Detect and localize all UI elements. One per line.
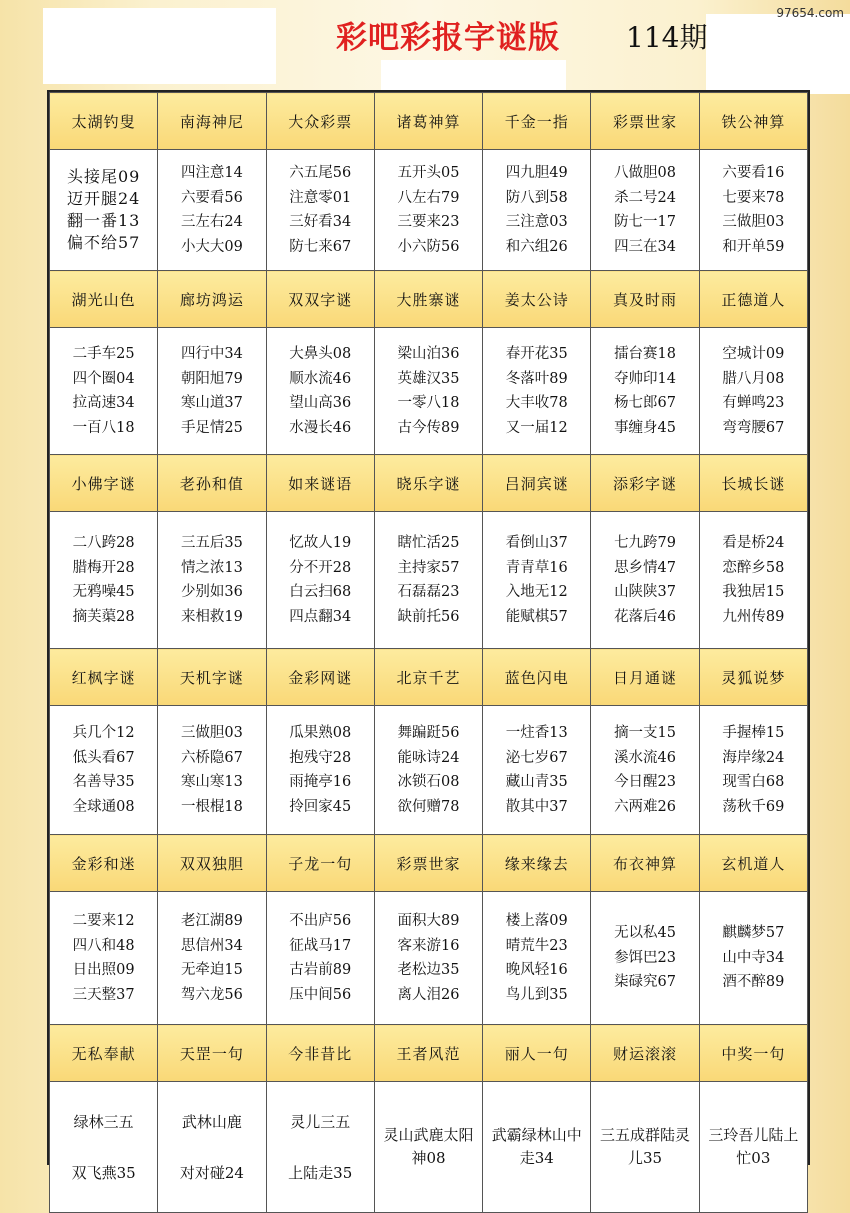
riddle-lines xyxy=(506,909,568,1007)
riddle-line: 空城计09 xyxy=(722,346,785,362)
riddle-lines xyxy=(67,166,140,254)
riddle-line: 冬落叶89 xyxy=(505,370,568,387)
riddle-lines xyxy=(722,161,784,259)
riddle-line: 注意零01 xyxy=(289,189,352,206)
riddle-line: 缺前托56 xyxy=(397,608,460,625)
riddle-lines xyxy=(614,161,676,259)
riddle-lines xyxy=(181,342,243,440)
content-row xyxy=(50,1082,808,1213)
riddle-line: 老江湖89 xyxy=(180,913,243,929)
riddle-line: 防八到58 xyxy=(505,189,568,206)
riddle-line: 四点翻34 xyxy=(289,608,352,625)
column-header: 灵狐说梦 xyxy=(699,649,807,706)
riddle-line: 能咏诗24 xyxy=(397,749,460,766)
riddle-cell xyxy=(483,512,591,649)
column-header: 双双字谜 xyxy=(266,271,374,328)
riddle-cell xyxy=(158,706,266,835)
riddle-line: 楼上落09 xyxy=(505,913,568,929)
riddle-lines xyxy=(158,1111,265,1183)
column-header: 廊坊鸿运 xyxy=(158,271,266,328)
riddle-line: 手足情25 xyxy=(180,419,243,436)
riddle-line: 花落后46 xyxy=(614,608,677,625)
riddle-line: 思乡情47 xyxy=(614,559,677,576)
riddle-line: 手握棒15 xyxy=(722,725,785,741)
riddle-cell xyxy=(483,150,591,271)
riddle-line: 日出照09 xyxy=(72,962,135,978)
content-row xyxy=(50,328,808,455)
column-header: 大众彩票 xyxy=(266,93,374,150)
riddle-line: 绿林三五 xyxy=(73,1113,134,1131)
riddle-line: 有蝉鸣23 xyxy=(722,395,785,411)
riddle-lines xyxy=(289,342,351,440)
riddle-cell xyxy=(374,706,482,835)
riddle-line: 二手车25 xyxy=(72,346,135,362)
riddle-lines xyxy=(181,909,243,1007)
riddle-lines xyxy=(73,531,135,629)
riddle-line: 名善导35 xyxy=(72,774,135,790)
riddle-lines xyxy=(506,531,568,629)
riddle-line: 摘芙蕖28 xyxy=(72,608,135,625)
riddle-cell xyxy=(699,706,807,835)
riddle-line: 五开头05 xyxy=(397,165,460,181)
white-patch-left xyxy=(43,8,276,84)
riddle-line: 征战马17 xyxy=(289,937,352,954)
riddle-line: 山中寺34 xyxy=(722,949,785,966)
column-header: 晓乐字谜 xyxy=(374,455,482,512)
riddle-cell xyxy=(266,150,374,271)
riddle-line: 压中间56 xyxy=(289,986,352,1003)
column-header: 蓝色闪电 xyxy=(483,649,591,706)
riddle-line: 对对碰24 xyxy=(179,1164,244,1182)
riddle-line: 酒不醉89 xyxy=(722,974,785,991)
riddle-lines xyxy=(614,342,676,440)
riddle-line: 翻一番13 xyxy=(66,211,141,230)
riddle-lines xyxy=(398,909,460,1007)
column-header: 吕洞宾谜 xyxy=(483,455,591,512)
column-header: 今非昔比 xyxy=(266,1025,374,1082)
riddle-line: 七九跨79 xyxy=(614,535,677,551)
riddle-cell xyxy=(699,512,807,649)
column-header: 大胜寨谜 xyxy=(374,271,482,328)
riddle-lines xyxy=(181,161,243,259)
riddle-cell xyxy=(483,1082,591,1213)
riddle-lines xyxy=(614,531,676,629)
riddle-line: 三左右24 xyxy=(180,214,243,230)
riddle-line: 小六防56 xyxy=(397,238,460,255)
riddle-line: 事缠身45 xyxy=(614,419,677,436)
riddle-line: 二要来12 xyxy=(72,913,135,929)
riddle-cell xyxy=(50,1082,158,1213)
riddle-cell xyxy=(374,512,482,649)
riddle-line: 兵几个12 xyxy=(72,725,135,741)
riddle-lines xyxy=(73,909,135,1007)
riddle-line: 四八和48 xyxy=(72,937,135,954)
riddle-line: 山陕陕37 xyxy=(614,584,677,600)
header-row xyxy=(50,455,808,512)
column-header: 金彩和迷 xyxy=(50,835,158,892)
riddle-line: 偏不给57 xyxy=(66,233,141,252)
riddle-table-frame xyxy=(47,90,810,1182)
riddle-lines xyxy=(181,531,243,629)
riddle-line: 四三在34 xyxy=(614,238,677,255)
riddle-line: 弯弯腰67 xyxy=(722,419,785,436)
riddle-cell xyxy=(266,328,374,455)
riddle-verse: 三玲吾儿陆上忙03 xyxy=(708,1126,799,1167)
riddle-line: 今日醒23 xyxy=(614,774,677,790)
riddle-lines xyxy=(289,161,351,259)
riddle-line: 无牵迫15 xyxy=(180,962,243,978)
riddle-cell xyxy=(50,512,158,649)
column-header: 老孙和值 xyxy=(158,455,266,512)
riddle-line: 低头看67 xyxy=(72,749,135,766)
riddle-line: 和开单59 xyxy=(722,238,785,255)
riddle-cell xyxy=(50,892,158,1025)
riddle-line: 晴荒牛23 xyxy=(505,937,568,954)
header-row xyxy=(50,649,808,706)
column-header: 小佛字谜 xyxy=(50,455,158,512)
riddle-lines xyxy=(614,721,676,819)
white-patch-right xyxy=(706,14,850,94)
riddle-cell xyxy=(699,150,807,271)
riddle-line: 古今传89 xyxy=(397,419,460,436)
header-row xyxy=(50,835,808,892)
riddle-line: 水漫长46 xyxy=(289,419,352,436)
riddle-lines xyxy=(398,531,460,629)
riddle-line: 藏山青35 xyxy=(505,774,568,790)
column-header: 湖光山色 xyxy=(50,271,158,328)
riddle-line: 面积大89 xyxy=(397,913,460,929)
riddle-cell xyxy=(591,1082,699,1213)
column-header: 布衣神算 xyxy=(591,835,699,892)
riddle-lines xyxy=(614,921,676,995)
riddle-line: 无以私45 xyxy=(614,925,677,942)
riddle-line: 六要看56 xyxy=(180,189,243,206)
riddle-line: 驾六龙56 xyxy=(180,986,243,1003)
riddle-cell xyxy=(591,150,699,271)
riddle-line: 恋醉乡58 xyxy=(722,559,785,576)
column-header: 诸葛神算 xyxy=(374,93,482,150)
riddle-line: 八做胆08 xyxy=(614,165,677,181)
riddle-line: 双飞燕35 xyxy=(71,1164,136,1182)
riddle-lines xyxy=(289,909,351,1007)
column-header: 如来谜语 xyxy=(266,455,374,512)
riddle-line: 一根棍18 xyxy=(180,798,243,815)
riddle-line: 鸟儿到35 xyxy=(505,986,568,1003)
riddle-cell xyxy=(266,512,374,649)
content-row xyxy=(50,706,808,835)
riddle-cell xyxy=(50,706,158,835)
riddle-line: 三五后35 xyxy=(180,535,243,551)
riddle-line: 四注意14 xyxy=(180,165,243,181)
riddle-line: 雨掩亭16 xyxy=(289,774,352,790)
column-header: 无私奉献 xyxy=(50,1025,158,1082)
riddle-line: 全球通08 xyxy=(72,798,135,815)
riddle-line: 四个圈04 xyxy=(72,370,135,387)
riddle-line: 看倒山37 xyxy=(505,535,568,551)
riddle-line: 海岸缘24 xyxy=(722,749,785,766)
riddle-line: 防七来67 xyxy=(289,238,352,255)
riddle-cell xyxy=(266,706,374,835)
riddle-lines xyxy=(722,342,784,440)
riddle-line: 一百八18 xyxy=(72,419,135,436)
riddle-line: 望山高36 xyxy=(289,395,352,411)
content-row xyxy=(50,892,808,1025)
riddle-line: 九州传89 xyxy=(722,608,785,625)
riddle-cell xyxy=(374,892,482,1025)
riddle-lines xyxy=(398,161,460,259)
riddle-line: 老松边35 xyxy=(397,962,460,978)
riddle-line: 上陆走35 xyxy=(288,1164,353,1182)
riddle-line: 和六组26 xyxy=(505,238,568,255)
riddle-cell xyxy=(591,706,699,835)
riddle-line: 腊八月08 xyxy=(722,370,785,387)
column-header: 太湖钓叟 xyxy=(50,93,158,150)
riddle-lines xyxy=(289,721,351,819)
riddle-lines xyxy=(722,721,784,819)
content-row xyxy=(50,150,808,271)
riddle-line: 三注意03 xyxy=(505,214,568,230)
riddle-line: 古岩前89 xyxy=(289,962,352,978)
riddle-line: 分不开28 xyxy=(289,559,352,576)
riddle-line: 青青草16 xyxy=(505,559,568,576)
content-row xyxy=(50,512,808,649)
column-header: 真及时雨 xyxy=(591,271,699,328)
riddle-line: 大丰收78 xyxy=(505,395,568,411)
riddle-line: 石磊磊23 xyxy=(397,584,460,600)
riddle-line: 白云扫68 xyxy=(289,584,352,600)
riddle-line: 防七一17 xyxy=(614,214,677,230)
riddle-line: 荡秋千69 xyxy=(722,798,785,815)
column-header: 丽人一句 xyxy=(483,1025,591,1082)
riddle-line: 溪水流46 xyxy=(614,749,677,766)
riddle-cell xyxy=(158,512,266,649)
page-title: 彩吧彩报字谜版 xyxy=(336,20,560,56)
riddle-cell xyxy=(266,892,374,1025)
riddle-line: 思信州34 xyxy=(180,937,243,954)
riddle-lines xyxy=(73,342,135,440)
riddle-line: 四行中34 xyxy=(180,346,243,362)
riddle-verse: 武霸绿林山中走34 xyxy=(491,1126,582,1167)
column-header: 南海神尼 xyxy=(158,93,266,150)
riddle-line: 晚风轻16 xyxy=(505,962,568,978)
riddle-lines xyxy=(506,161,568,259)
riddle-cell xyxy=(483,706,591,835)
riddle-line: 散其中37 xyxy=(505,798,568,815)
riddle-line: 六五尾56 xyxy=(289,165,352,181)
riddle-line: 瓜果熟08 xyxy=(289,725,352,741)
column-header: 玄机道人 xyxy=(699,835,807,892)
column-header: 添彩字谜 xyxy=(591,455,699,512)
riddle-line: 腊梅开28 xyxy=(72,559,135,576)
riddle-table xyxy=(49,92,808,1213)
column-header: 天罡一句 xyxy=(158,1025,266,1082)
riddle-line: 八左右79 xyxy=(397,189,460,206)
riddle-line: 梁山泊36 xyxy=(397,346,460,362)
riddle-line: 摘一支15 xyxy=(614,725,677,741)
riddle-verse: 三五成群陆灵儿35 xyxy=(600,1126,691,1167)
column-header: 财运滚滚 xyxy=(591,1025,699,1082)
riddle-line: 柒碌究67 xyxy=(614,974,677,991)
riddle-line: 六两难26 xyxy=(614,798,677,815)
column-header: 日月通谜 xyxy=(591,649,699,706)
riddle-lines xyxy=(289,531,351,629)
riddle-line: 麒麟梦57 xyxy=(722,925,785,942)
header-row xyxy=(50,271,808,328)
column-header: 千金一指 xyxy=(483,93,591,150)
riddle-line: 朝阳旭79 xyxy=(180,370,243,387)
riddle-line: 现雪白68 xyxy=(722,774,785,790)
riddle-line: 头接尾09 xyxy=(66,167,141,186)
riddle-cell xyxy=(158,328,266,455)
riddle-line: 拎回家45 xyxy=(289,798,352,815)
riddle-cell xyxy=(374,150,482,271)
riddle-line: 少别如36 xyxy=(180,584,243,600)
riddle-line: 三做胆03 xyxy=(180,725,243,741)
riddle-lines xyxy=(398,721,460,819)
riddle-line: 又一届12 xyxy=(505,419,568,436)
riddle-line: 六要看16 xyxy=(722,165,785,181)
riddle-lines xyxy=(506,342,568,440)
column-header: 铁公神算 xyxy=(699,93,807,150)
riddle-cell xyxy=(699,892,807,1025)
issue-number: 114期 xyxy=(626,21,708,54)
riddle-line: 顺水流46 xyxy=(289,370,352,387)
column-header: 正德道人 xyxy=(699,271,807,328)
riddle-lines xyxy=(722,531,784,629)
riddle-line: 不出庐56 xyxy=(289,913,352,929)
riddle-line: 冰锁石08 xyxy=(397,774,460,790)
riddle-line: 七要来78 xyxy=(722,189,785,206)
riddle-line: 四九胆49 xyxy=(505,165,568,181)
riddle-cell xyxy=(374,328,482,455)
riddle-line: 一零八18 xyxy=(397,395,460,411)
riddle-lines xyxy=(267,1111,374,1183)
riddle-lines xyxy=(722,921,784,995)
column-header: 双双独胆 xyxy=(158,835,266,892)
column-header: 彩票世家 xyxy=(591,93,699,150)
riddle-line: 抱残守28 xyxy=(289,749,352,766)
riddle-line: 夺帅印14 xyxy=(614,370,677,387)
riddle-cell xyxy=(158,1082,266,1213)
riddle-line: 武林山鹿 xyxy=(181,1113,242,1131)
column-header: 金彩网谜 xyxy=(266,649,374,706)
riddle-line: 参饵巴23 xyxy=(614,949,677,966)
riddle-line: 忆故人19 xyxy=(289,535,352,551)
riddle-line: 三天整37 xyxy=(72,986,135,1003)
riddle-line: 能赋棋57 xyxy=(505,608,568,625)
riddle-line: 灵儿三五 xyxy=(290,1113,351,1131)
riddle-line: 三做胆03 xyxy=(722,214,785,230)
riddle-line: 舞蹁跹56 xyxy=(397,725,460,741)
column-header: 北京千艺 xyxy=(374,649,482,706)
column-header: 缘来缘去 xyxy=(483,835,591,892)
riddle-line: 拉高速34 xyxy=(72,395,135,411)
column-header: 姜太公诗 xyxy=(483,271,591,328)
white-patch-center xyxy=(381,60,566,90)
column-header: 长城长谜 xyxy=(699,455,807,512)
column-header: 子龙一句 xyxy=(266,835,374,892)
riddle-line: 无鸦噪45 xyxy=(72,584,135,600)
riddle-line: 寒山道37 xyxy=(180,395,243,411)
riddle-cell xyxy=(50,328,158,455)
riddle-line: 春开花35 xyxy=(505,346,568,362)
riddle-line: 三好看34 xyxy=(289,214,352,230)
riddle-lines xyxy=(50,1111,157,1183)
column-header: 彩票世家 xyxy=(374,835,482,892)
riddle-line: 离人泪26 xyxy=(397,986,460,1003)
riddle-line: 六桥隐67 xyxy=(180,749,243,766)
column-header: 天机字谜 xyxy=(158,649,266,706)
riddle-line: 大鼻头08 xyxy=(289,346,352,362)
riddle-line: 杀二号24 xyxy=(614,189,677,206)
riddle-lines xyxy=(398,342,460,440)
riddle-line: 我独居15 xyxy=(722,584,785,600)
riddle-cell xyxy=(158,150,266,271)
riddle-cell xyxy=(591,512,699,649)
riddle-line: 寒山寒13 xyxy=(180,774,243,790)
riddle-cell xyxy=(266,1082,374,1213)
riddle-cell xyxy=(158,892,266,1025)
riddle-line: 泌七岁67 xyxy=(505,749,568,766)
riddle-line: 客来游16 xyxy=(397,937,460,954)
riddle-lines xyxy=(73,721,135,819)
riddle-line: 英雄汉35 xyxy=(397,370,460,387)
riddle-line: 入地无12 xyxy=(505,584,568,600)
riddle-cell xyxy=(699,1082,807,1213)
riddle-line: 杨七郎67 xyxy=(614,395,677,411)
riddle-line: 欲何赠78 xyxy=(397,798,460,815)
column-header: 中奖一句 xyxy=(699,1025,807,1082)
riddle-cell xyxy=(483,892,591,1025)
riddle-line: 三要来23 xyxy=(397,214,460,230)
riddle-line: 擂台赛18 xyxy=(614,346,677,362)
riddle-lines xyxy=(506,721,568,819)
riddle-line: 迈开腿24 xyxy=(66,189,141,208)
riddle-verse: 灵山武鹿太阳神08 xyxy=(383,1126,474,1167)
riddle-line: 一炷香13 xyxy=(505,725,568,741)
header-row xyxy=(50,93,808,150)
riddle-line: 二八跨28 xyxy=(72,535,135,551)
riddle-cell xyxy=(591,328,699,455)
riddle-line: 主持家57 xyxy=(397,559,460,576)
riddle-cell xyxy=(591,892,699,1025)
riddle-line: 情之浓13 xyxy=(180,559,243,576)
riddle-cell xyxy=(374,1082,482,1213)
riddle-line: 来相救19 xyxy=(180,608,243,625)
riddle-lines xyxy=(181,721,243,819)
column-header: 红枫字谜 xyxy=(50,649,158,706)
header-row xyxy=(50,1025,808,1082)
site-watermark: 97654.com xyxy=(776,6,844,20)
riddle-cell xyxy=(699,328,807,455)
riddle-cell xyxy=(483,328,591,455)
riddle-cell xyxy=(50,150,158,271)
riddle-line: 瞎忙活25 xyxy=(397,535,460,551)
riddle-line: 看是桥24 xyxy=(722,535,785,551)
riddle-line: 小大大09 xyxy=(180,238,243,255)
column-header: 王者风范 xyxy=(374,1025,482,1082)
